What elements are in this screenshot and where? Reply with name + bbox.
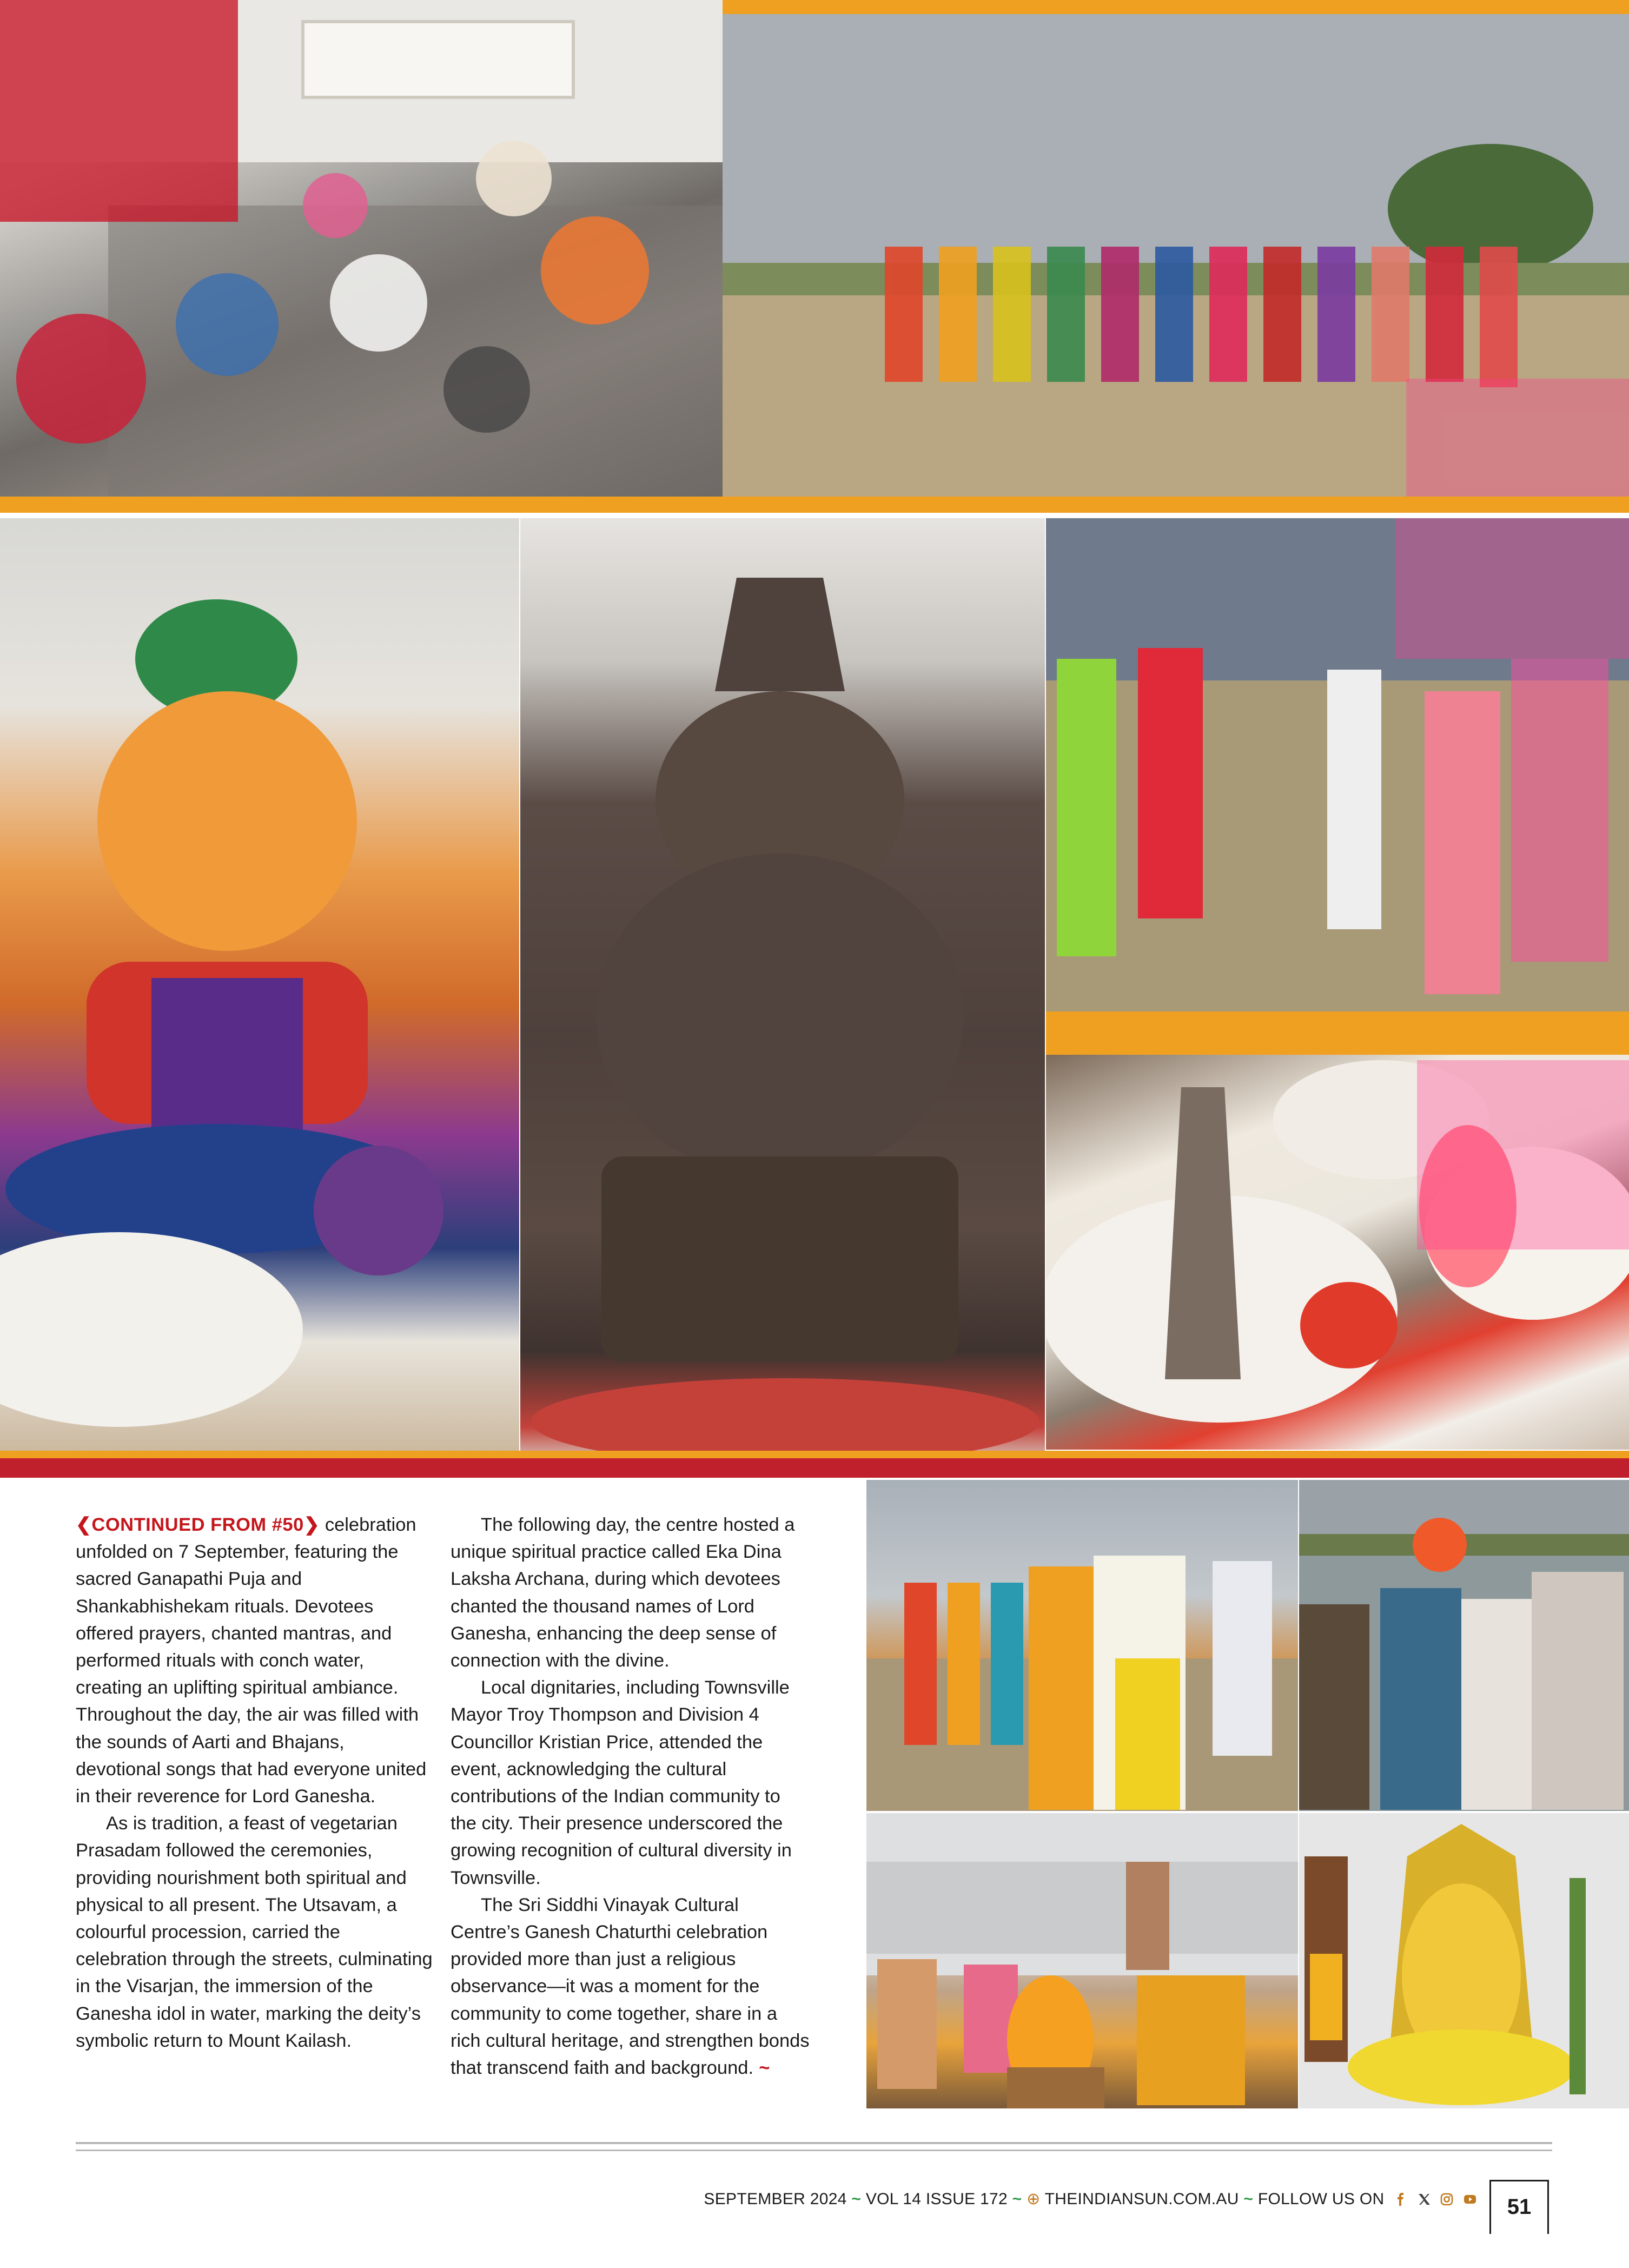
pink-graphic-overlay-2 — [1395, 518, 1629, 659]
photo-decorated-deity-art — [1299, 1813, 1629, 2108]
footer-line — [0, 2190, 1476, 2209]
article-col1-para-1-text: celebration unfolded on 7 September, featuring the sacred Ganapathi Puja and Shankabhishekam rituals. Devotees offered prayers, chanted mantras, and performed rituals with conch water, creating an uplifting spiritual ambiance. Throughout the day, the air was filled with the sounds of Aarti and Bhajans, devotional songs that had everyone united in their reverence for Lord Ganesha. — [76, 1515, 427, 1807]
article-col2-para-2: Local dignitaries, including Townsville Mayor Troy Thompson and Division 4 Councillor Kristian Price, attended the event, acknowledging the cultural contributions of the Indian community to the city. Their presence underscored the growing recognition of cultural diversity in Townsville. — [451, 1677, 792, 1888]
swoosh-icon: ~ — [758, 2058, 770, 2079]
red-graphic-overlay — [0, 0, 238, 222]
photo-immersion — [1299, 1480, 1629, 1811]
photo-fire-ritual — [866, 1813, 1298, 2108]
article-col2-para-1: The following day, the centre hosted a unique spiritual practice called Eka Dina Laksha Archana, during which devotees chanted the thousand names of Lord Ganesha, enhancing the deep sense of connection with the divine. — [451, 1515, 795, 1671]
photo-painted-ganesha — [0, 518, 519, 1454]
footer-follow: FOLLOW US ON — [1257, 2190, 1385, 2208]
article-column-1 — [76, 1511, 433, 2054]
x-icon[interactable] — [1418, 2193, 1431, 2206]
photo-dignitaries — [866, 1480, 1298, 1811]
mid-accent-bar — [0, 497, 1629, 513]
facebook-icon[interactable] — [1394, 2193, 1407, 2206]
swoosh-icon: ~ — [851, 2190, 862, 2208]
article-column-2 — [451, 1511, 810, 2081]
photo-decorated-deity — [1299, 1813, 1629, 2108]
article-col2-para-3 — [451, 1892, 810, 2081]
continued-from-text: CONTINUED FROM #50 — [91, 1515, 304, 1535]
photo-clay-ganesha-art — [520, 518, 1045, 1465]
photo-painted-ganesha-art — [0, 518, 519, 1454]
footer-date: SEPTEMBER 2024 — [704, 2190, 847, 2208]
article-col2-para-3-text: The Sri Siddhi Vinayak Cultural Centre’s Ganesh Chaturthi celebration provided more than just a religious observance—it was a moment for the community to come together, share in a rich cultural heritage, and strengthen bonds that transcend faith and background. — [451, 1894, 810, 2079]
globe-icon: ⊕ — [1027, 2190, 1041, 2208]
footer-rule — [76, 2142, 1552, 2144]
page-number: 51 — [1507, 2195, 1532, 2219]
swoosh-icon: ~ — [1012, 2190, 1022, 2208]
pink-graphic-overlay — [1406, 379, 1629, 498]
footer-issue: VOL 14 ISSUE 172 — [865, 2190, 1008, 2208]
footer-website[interactable]: THEINDIANSUN.COM.AU — [1044, 2190, 1239, 2208]
continued-from-label — [76, 1515, 320, 1535]
photo-fire-ritual-art — [866, 1813, 1298, 2108]
photo-immersion-art — [1299, 1480, 1629, 1811]
pink-graphic-overlay-3 — [1417, 1060, 1629, 1249]
chevron-right-icon: ❯ — [303, 1515, 320, 1535]
top-accent-bar — [723, 0, 1629, 14]
article-col1-para-1 — [76, 1511, 433, 1810]
youtube-icon[interactable] — [1464, 2193, 1476, 2206]
photo-dignitaries-art — [866, 1480, 1298, 1811]
footer-rule-2 — [76, 2150, 1552, 2151]
article-col1-para-2: As is tradition, a feast of vegetarian Prasadam followed the ceremonies, providing nourishment both spiritual and physical to all present. The Utsavam, a colourful procession, carried the celebration through the streets, culminating in the Visarjan, the immersion of the Ganesha idol in water, marking the deity’s symbolic return to Mount Kailash. — [76, 1813, 433, 2051]
instagram-icon[interactable] — [1440, 2193, 1453, 2206]
side-accent-bar — [1046, 1011, 1629, 1055]
photo-clay-ganesha — [520, 518, 1045, 1465]
chevron-left-icon: ❮ — [76, 1515, 92, 1535]
lower-accent-bar — [0, 1451, 1629, 1458]
swoosh-icon: ~ — [1243, 2190, 1254, 2208]
lower-red-bar — [0, 1458, 1629, 1478]
